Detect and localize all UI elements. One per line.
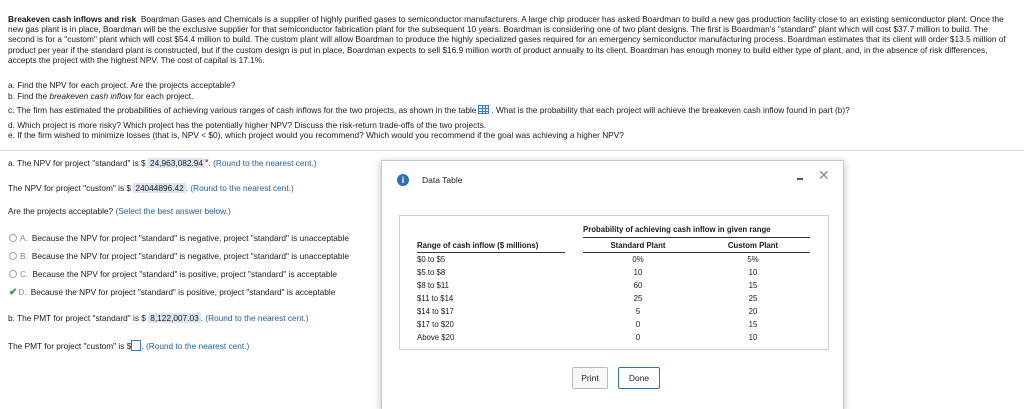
pmt-standard-answer: b. The PMT for project "standard" is $ 8,122,007.03 . (Round to the nearest cent.) bbox=[8, 313, 309, 323]
npv-standard-hint: (Round to the nearest cent.) bbox=[213, 158, 317, 168]
problem-heading: Breakeven cash inflows and risk bbox=[8, 14, 137, 24]
npv-standard-field[interactable]: 24,963,082.94 bbox=[149, 158, 204, 168]
part-b: b. Find the breakeven cash inflow for each project. bbox=[8, 90, 194, 101]
part-c: c. The firm has estimated the probabilities of achieving various ranges of cash inflows for the two projects, as shown in the table . What is the probability that each project will achieve the breakeven cash inflow found in part (b)? bbox=[8, 105, 850, 115]
option-c[interactable]: C. Because the NPV for project "standard" is positive, project "standard" is acceptable bbox=[9, 269, 381, 279]
option-b[interactable]: B. Because the NPV for project "standard" is negative, project "standard" is unacceptable bbox=[9, 251, 381, 261]
col-range: Range of cash inflow ($ millions) bbox=[417, 241, 539, 250]
part-d: d. Which project is more risky? Which project has the potentially higher NPV? Discuss the risk-return trade-offs of the two projects. bbox=[8, 119, 487, 130]
option-d[interactable]: ✔D. Because the NPV for project "standard" is positive, project "standard" is acceptable bbox=[9, 287, 336, 298]
done-button[interactable]: Done bbox=[618, 367, 660, 389]
part-e: e. If the firm wished to minimize losses (that is, NPV < $0), which project would you recommend? Which would you recommend if the goal was achieving a higher NPV? bbox=[8, 130, 624, 140]
pmt-standard-field[interactable]: 8,122,007.03 bbox=[150, 313, 199, 323]
npv-custom-hint: (Round to the nearest cent.) bbox=[190, 183, 294, 193]
npv-standard-answer: a. The NPV for project "standard" is $ 24,963,082.94 ▾. (Round to the nearest cent.) bbox=[8, 158, 317, 168]
close-icon[interactable]: ✕ bbox=[818, 167, 830, 183]
part-b-italic: breakeven cash inflow bbox=[49, 90, 132, 101]
checkmark-icon: ✔ bbox=[9, 287, 18, 298]
data-table-icon[interactable] bbox=[478, 105, 489, 114]
col-custom: Custom Plant bbox=[727, 241, 779, 250]
col-standard: Standard Plant bbox=[610, 241, 666, 250]
dialog-title: Data Table bbox=[422, 175, 463, 185]
data-table: Probability of achieving cash inflow in given range Range of cash inflow ($ millions) Standard Plant Custom Plant $0 to $5 0% 5% $5 to $8 10 10 $8 to $11 60 15 $11 to $14 25 25 $14 to $17 5 20 $17 to $20 0 15 Above $20 0 10 bbox=[399, 215, 829, 350]
npv-custom-answer: The NPV for project "custom" is $ 24044896.42 . (Round to the nearest cent.) bbox=[8, 183, 294, 193]
dialog-header bbox=[382, 161, 843, 197]
acceptable-question: Are the projects acceptable? (Select the best answer below.) bbox=[8, 206, 231, 216]
question-parts bbox=[8, 80, 1016, 141]
radio-icon[interactable] bbox=[9, 234, 17, 242]
group-header: Probability of achieving cash inflow in given range bbox=[583, 225, 771, 234]
problem-statement bbox=[8, 14, 1016, 65]
npv-custom-field[interactable]: 24044896.42 bbox=[135, 183, 184, 193]
data-table-dialog bbox=[381, 160, 844, 409]
info-icon: i bbox=[397, 174, 409, 186]
divider bbox=[0, 150, 1024, 151]
part-a: a. Find the NPV for each project. Are the projects acceptable? bbox=[8, 80, 236, 90]
pmt-custom-answer: The PMT for project "custom" is $ . (Round to the nearest cent.) bbox=[8, 341, 250, 351]
problem-body: Boardman Gases and Chemicals is a supplier of highly purified gases to semiconductor manufacturers. A large chip producer has asked Boardman to build a new gas production facility close to an existing semiconductor plant. Once the new gas plant is in place, Boardman will be the exclusive supplier for that semiconductor fabrication plant for the subsequent 10 years. Boardman is considering one of two plant designs. The first is Boardman's "standard" plant which will cost $37.7 million to build. The second is for a "custom" plant which will cost $54.4 million to build. The custom plant will allow Boardman to produce the highly specialized gases required for an emergency semiconductor manufacturing process. Boardman estimates that its client will order $13.5 million of product per year if the standard plant is constructed, but if the custom design is put in place, Boardman expects to sell $16.9 million worth of product annually to its client. Boardman has enough money to build either type of plant, and, in the absence of risk differences, accepts the project with the highest NPV. The cost of capital is 17.1%. bbox=[8, 14, 1006, 65]
pmt-custom-input[interactable] bbox=[131, 340, 141, 351]
radio-icon[interactable] bbox=[9, 270, 17, 278]
radio-icon[interactable] bbox=[9, 252, 17, 260]
option-a[interactable]: A. Because the NPV for project "standard" is negative, project "standard" is unacceptable bbox=[9, 233, 381, 243]
minimize-button[interactable] bbox=[795, 171, 805, 183]
print-button[interactable]: Print bbox=[572, 367, 608, 389]
answer-mark-icon: ▾ bbox=[205, 158, 209, 165]
